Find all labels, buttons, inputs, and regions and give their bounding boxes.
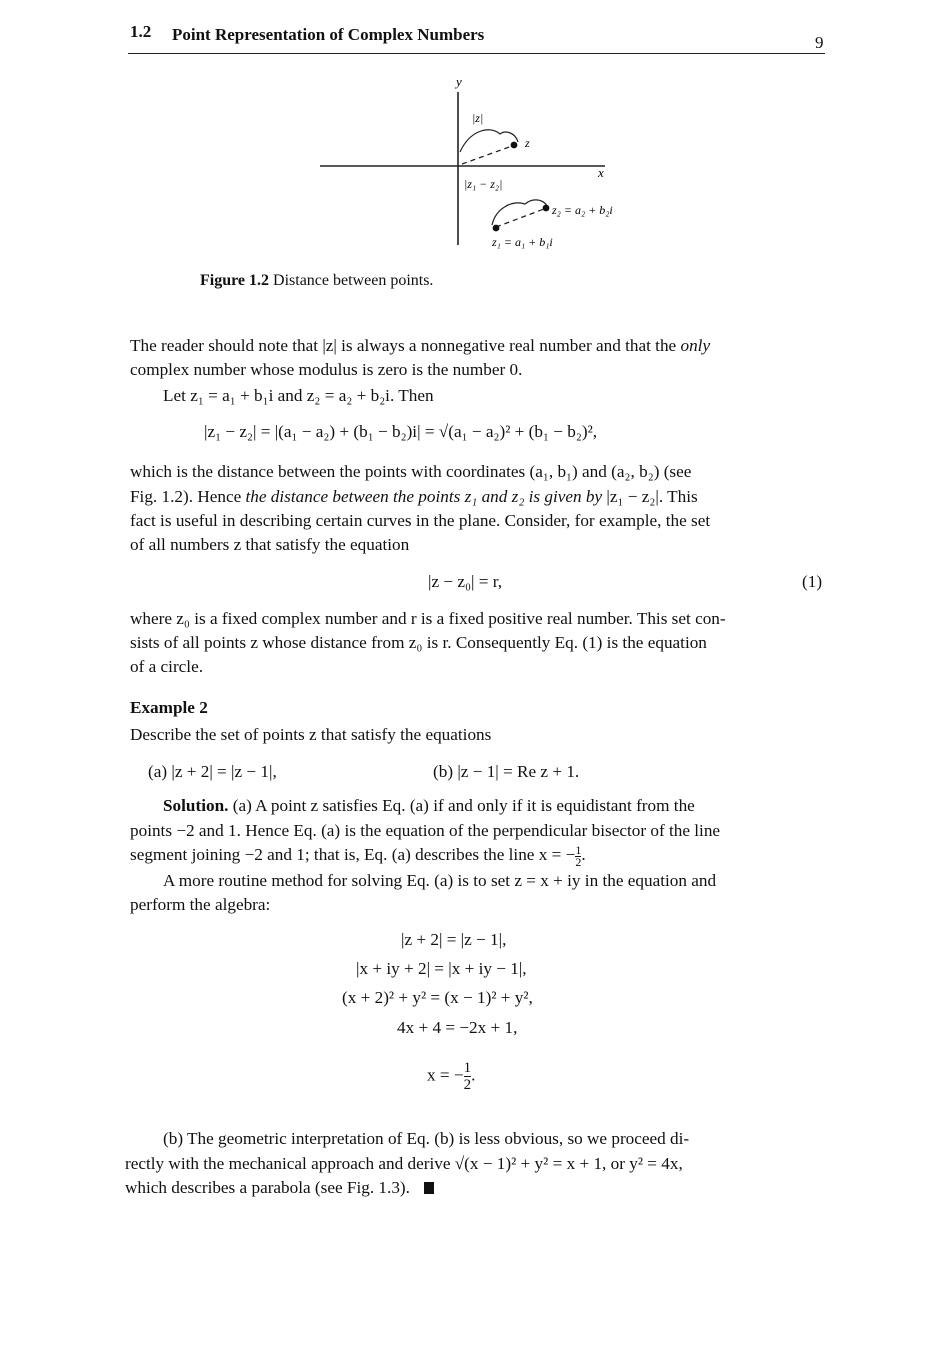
distance-label: |z₁ − z₂| [464,177,503,191]
example-prompt: Describe the set of points z that satisfy the equations [130,725,492,744]
para1-line1 [130,334,710,358]
equation-1-number: (1) [802,572,823,591]
fraction-half [575,842,582,869]
example-heading: Example 2 [130,698,208,717]
z2-label: z₂ = a₂ + b₂i [552,203,613,217]
y-axis-label: y [456,74,462,89]
para2-text-b: |z₁ − z₂|. This [602,487,698,506]
algebra-step-5: $x = -\frac{1}{2}$ . [427,1060,476,1093]
equation-1: |z − z₀| = r, [428,572,503,591]
algebra-step-3: (x + 2)² + y² = (x − 1)² + y², [342,988,533,1007]
point-z-label: z [525,136,530,150]
para1-text: The reader should note that |z| is always a nonnegative real number and that the [130,336,681,355]
equation-distance: |z₁ − z₂| = |(a₁ − a₂) + (b₁ − b₂)i| = √(a₁ − a₂)² + (b₁ − b₂)², [204,422,598,441]
solution-text-3: segment joining −2 and 1; that is, Eq. (a) describes the line x = − [130,845,576,864]
algebra-step-5-lhs: x = − [427,1065,464,1085]
z1-label: z₁ = a₁ + b₁i [492,235,553,249]
modulus-brace [460,130,518,152]
point-z1 [493,225,500,232]
point-z2 [543,205,550,212]
algebra-step-2: |x + iy + 2| = |x + iy − 1|, [356,959,527,978]
para2-line4: of all numbers z that satisfy the equation [130,535,410,554]
algebra-fraction-numerator: 1 [463,1060,472,1076]
distance-brace [492,200,548,225]
para2-line1: which is the distance between the points with coordinates (a₁, b₁) and (a₂, b₂) (see [130,462,692,481]
para2-line2 [130,485,698,509]
algebra-step-4: 4x + 4 = −2x + 1, [397,1018,518,1037]
figure-caption [200,272,433,290]
part-b-line3 [125,1176,434,1200]
modulus-label: |z| [472,111,484,125]
para2-text-a: Fig. 1.2). Hence [130,487,246,506]
para1-emphasis: only [680,336,711,355]
page-number: 9 [815,33,824,52]
section-number: 1.2 [130,22,152,41]
routine-line2: perform the algebra: [130,895,271,914]
part-b-line1: (b) The geometric interpretation of Eq. (b) is less obvious, so we proceed di- [163,1129,690,1148]
figure-caption-text: Distance between points. [273,272,434,289]
algebra-fraction [464,1060,472,1093]
algebra-fraction-denominator: 2 [463,1077,472,1093]
para2-line3: fact is useful in describing certain curves in the plane. Consider, for example, the set [130,511,711,530]
part-b-line2: rectly with the mechanical approach and derive √(x − 1)² + y² = x + 1, or y² = 4x, [125,1154,683,1173]
z-dashed-segment [462,146,512,164]
figure-caption-label: Figure 1.2 [200,272,270,289]
solution-text: (a) A point z satisfies Eq. (a) if and only if it is equidistant from the [228,796,695,815]
solution-line1 [163,794,695,818]
point-z [511,142,518,149]
part-b-text-3: which describes a parabola (see Fig. 1.3). [125,1178,410,1197]
z1-z2-dashed-segment [496,209,544,227]
example-part-a: (a) |z + 2| = |z − 1|, [148,762,277,781]
para3-line2: sists of all points z whose distance from z₀ is r. Consequently Eq. (1) is the equation [130,633,707,652]
let-line: Let z₁ = a₁ + b₁i and z₂ = a₂ + b₂i. Then [163,386,434,405]
x-axis-label: x [598,165,604,180]
para3-line1: where z₀ is a fixed complex number and r is a fixed positive real number. This set con- [130,609,726,628]
para2-emphasis: the distance between the points z₁ and z₂ is given by [245,487,603,506]
algebra-step-1: |z + 2| = |z − 1|, [401,930,507,949]
fraction-denominator: 2 [575,854,582,869]
example-part-b: (b) |z − 1| = Re z + 1. [433,762,580,781]
routine-line1: A more routine method for solving Eq. (a) is to set z = x + iy in the equation and [163,871,717,890]
distance-figure [300,70,660,265]
section-title: Point Representation of Complex Numbers [172,25,485,44]
solution-line2: points −2 and 1. Hence Eq. (a) is the equation of the perpendicular bisector of the line [130,821,721,840]
solution-line3: segment joining −2 and 1; that is, Eq. (a) describes the line $x = -\frac{1}{2}$ . [130,842,586,869]
para3-line3: of a circle. [130,657,203,676]
solution-label: Solution. [163,796,229,815]
fraction-numerator: 1 [575,842,582,857]
qed-square-icon [424,1182,434,1194]
para1-line2: complex number whose modulus is zero is the number 0. [130,360,523,379]
header-rule [128,53,825,54]
